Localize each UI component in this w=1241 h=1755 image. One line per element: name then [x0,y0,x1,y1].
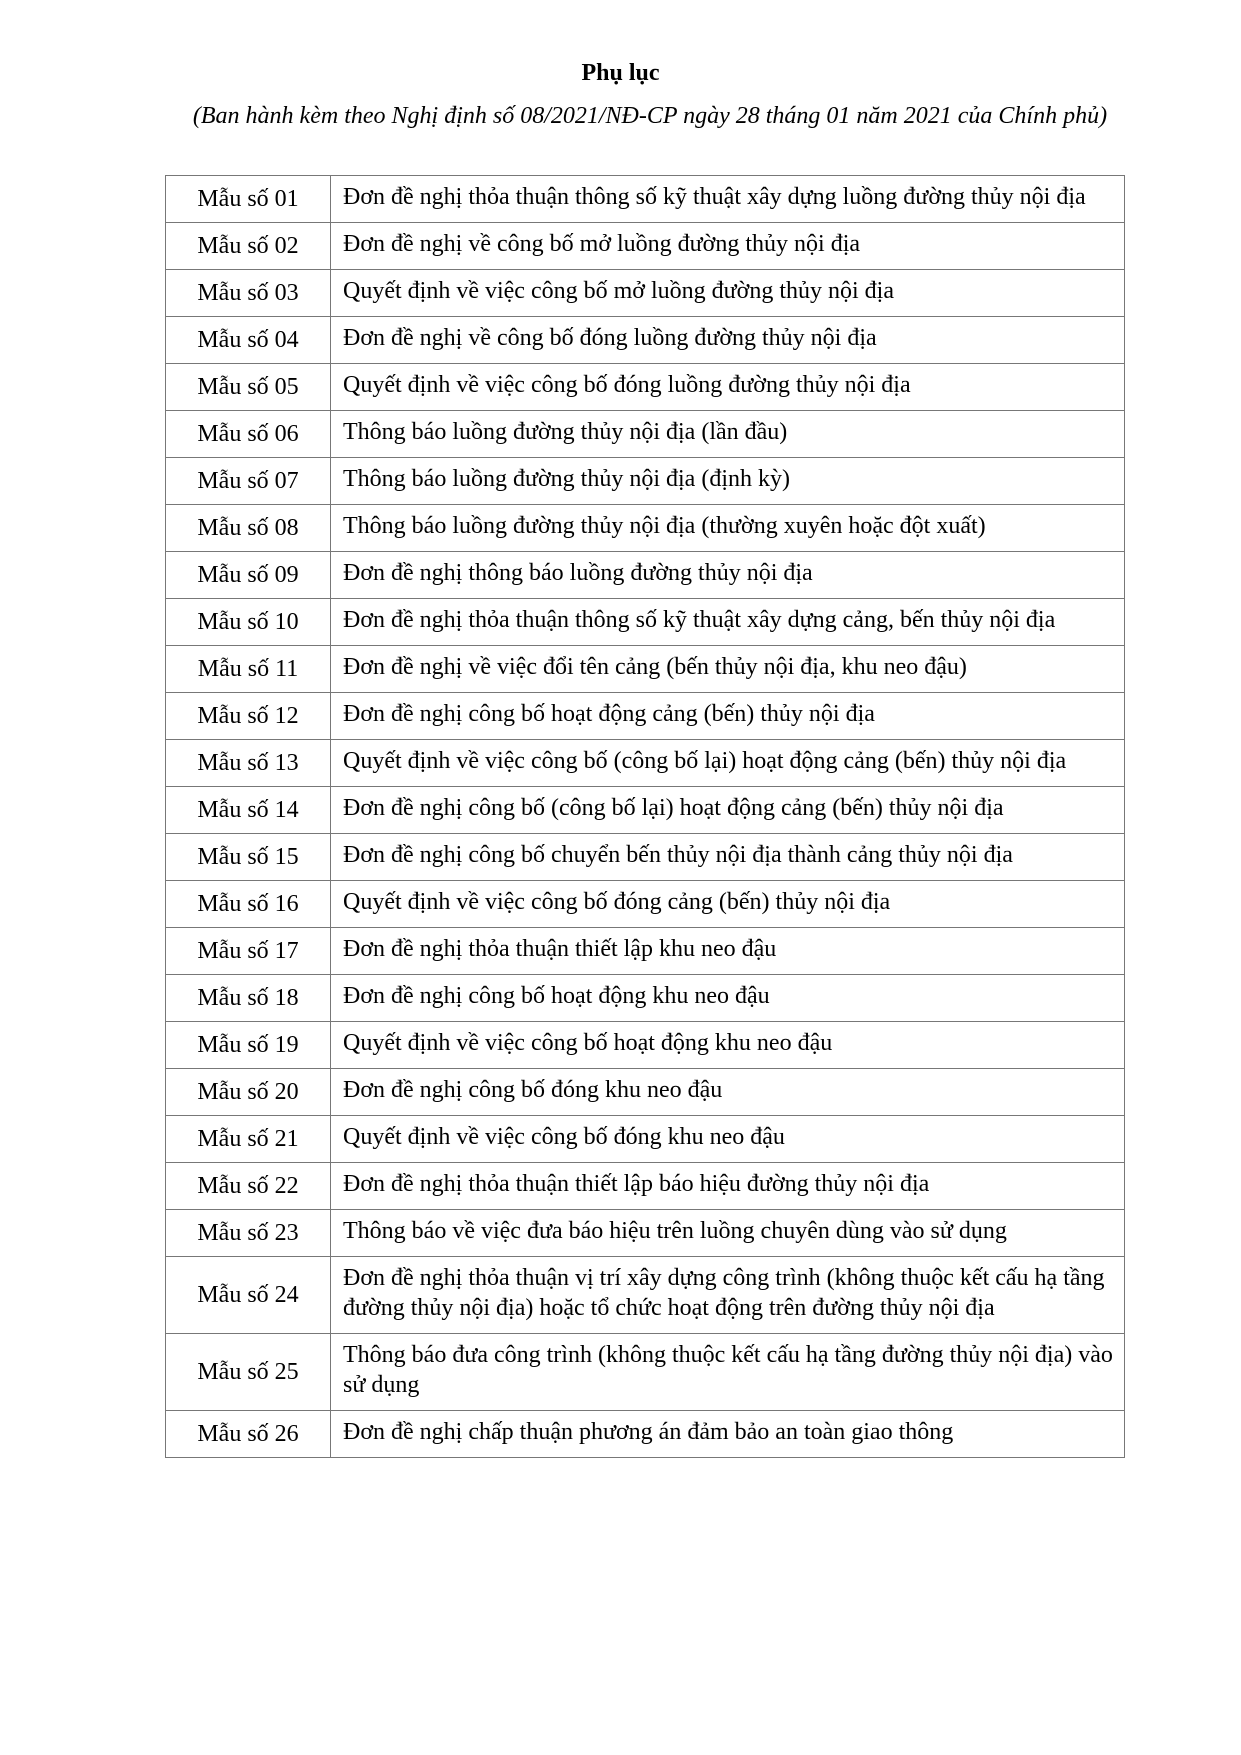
form-code: Mẫu số 04 [166,317,331,364]
form-description: Đơn đề nghị công bố hoạt động khu neo đậu [331,975,1125,1022]
form-code: Mẫu số 13 [166,740,331,787]
form-description: Thông báo về việc đưa báo hiệu trên luồng chuyên dùng vào sử dụng [331,1210,1125,1257]
form-code: Mẫu số 20 [166,1069,331,1116]
table-row [166,1411,1125,1458]
table-row [166,881,1125,928]
forms-table-body [166,176,1125,1458]
table-row [166,552,1125,599]
form-description: Quyết định về việc công bố hoạt động khu neo đậu [331,1022,1125,1069]
table-row [166,834,1125,881]
form-code: Mẫu số 26 [166,1411,331,1458]
form-description: Đơn đề nghị thỏa thuận vị trí xây dựng công trình (không thuộc kết cấu hạ tầng đường thủy nội địa) hoặc tổ chức hoạt động trên đường thủy nội địa [331,1257,1125,1334]
form-description: Quyết định về việc công bố (công bố lại) hoạt động cảng (bến) thủy nội địa [331,740,1125,787]
form-description: Thông báo đưa công trình (không thuộc kết cấu hạ tầng đường thủy nội địa) vào sử dụng [331,1334,1125,1411]
form-description: Đơn đề nghị thông báo luồng đường thủy nội địa [331,552,1125,599]
form-code: Mẫu số 10 [166,599,331,646]
form-code: Mẫu số 18 [166,975,331,1022]
form-code: Mẫu số 25 [166,1334,331,1411]
form-description: Đơn đề nghị thỏa thuận thiết lập báo hiệu đường thủy nội địa [331,1163,1125,1210]
form-description: Đơn đề nghị thỏa thuận thông số kỹ thuật xây dựng luồng đường thủy nội địa [331,176,1125,223]
table-row [166,1210,1125,1257]
table-row [166,270,1125,317]
form-code: Mẫu số 19 [166,1022,331,1069]
form-code: Mẫu số 07 [166,458,331,505]
form-code: Mẫu số 03 [166,270,331,317]
form-description: Thông báo luồng đường thủy nội địa (lần đầu) [331,411,1125,458]
form-description: Quyết định về việc công bố đóng luồng đường thủy nội địa [331,364,1125,411]
table-row [166,1116,1125,1163]
form-description: Đơn đề nghị về việc đổi tên cảng (bến thủy nội địa, khu neo đậu) [331,646,1125,693]
table-row [166,317,1125,364]
form-description: Đơn đề nghị công bố chuyển bến thủy nội địa thành cảng thủy nội địa [331,834,1125,881]
form-code: Mẫu số 16 [166,881,331,928]
form-code: Mẫu số 11 [166,646,331,693]
form-code: Mẫu số 15 [166,834,331,881]
form-description: Đơn đề nghị về công bố đóng luồng đường thủy nội địa [331,317,1125,364]
page-title: Phụ lục [581,60,660,86]
table-row [166,364,1125,411]
form-code: Mẫu số 05 [166,364,331,411]
form-description: Đơn đề nghị chấp thuận phương án đảm bảo an toàn giao thông [331,1411,1125,1458]
form-description: Đơn đề nghị về công bố mở luồng đường thủy nội địa [331,223,1125,270]
form-code: Mẫu số 22 [166,1163,331,1210]
table-row [166,646,1125,693]
table-row [166,1163,1125,1210]
form-code: Mẫu số 02 [166,223,331,270]
table-row [166,176,1125,223]
form-description: Quyết định về việc công bố mở luồng đường thủy nội địa [331,270,1125,317]
form-description: Đơn đề nghị thỏa thuận thông số kỹ thuật xây dựng cảng, bến thủy nội địa [331,599,1125,646]
form-description: Quyết định về việc công bố đóng cảng (bến) thủy nội địa [331,881,1125,928]
table-row [166,1069,1125,1116]
table-row [166,693,1125,740]
form-description: Quyết định về việc công bố đóng khu neo đậu [331,1116,1125,1163]
table-row [166,787,1125,834]
form-code: Mẫu số 09 [166,552,331,599]
table-row [166,1334,1125,1411]
form-description: Đơn đề nghị thỏa thuận thiết lập khu neo đậu [331,928,1125,975]
table-row [166,411,1125,458]
table-row [166,223,1125,270]
table-row [166,975,1125,1022]
table-row [166,928,1125,975]
form-code: Mẫu số 24 [166,1257,331,1334]
form-code: Mẫu số 12 [166,693,331,740]
form-description: Thông báo luồng đường thủy nội địa (thường xuyên hoặc đột xuất) [331,505,1125,552]
form-description: Đơn đề nghị công bố hoạt động cảng (bến) thủy nội địa [331,693,1125,740]
table-row [166,599,1125,646]
form-code: Mẫu số 01 [166,176,331,223]
form-code: Mẫu số 17 [166,928,331,975]
table-row [166,505,1125,552]
form-code: Mẫu số 21 [166,1116,331,1163]
table-row [166,740,1125,787]
form-code: Mẫu số 08 [166,505,331,552]
form-code: Mẫu số 06 [166,411,331,458]
forms-table [165,175,1125,1458]
form-description: Đơn đề nghị công bố (công bố lại) hoạt động cảng (bến) thủy nội địa [331,787,1125,834]
page-subtitle: (Ban hành kèm theo Nghị định số 08/2021/NĐ-CP ngày 28 tháng 01 năm 2021 của Chính phủ) [192,103,1108,129]
form-code: Mẫu số 14 [166,787,331,834]
form-code: Mẫu số 23 [166,1210,331,1257]
table-row [166,458,1125,505]
table-row [166,1022,1125,1069]
form-description: Đơn đề nghị công bố đóng khu neo đậu [331,1069,1125,1116]
table-row [166,1257,1125,1334]
form-description: Thông báo luồng đường thủy nội địa (định kỳ) [331,458,1125,505]
